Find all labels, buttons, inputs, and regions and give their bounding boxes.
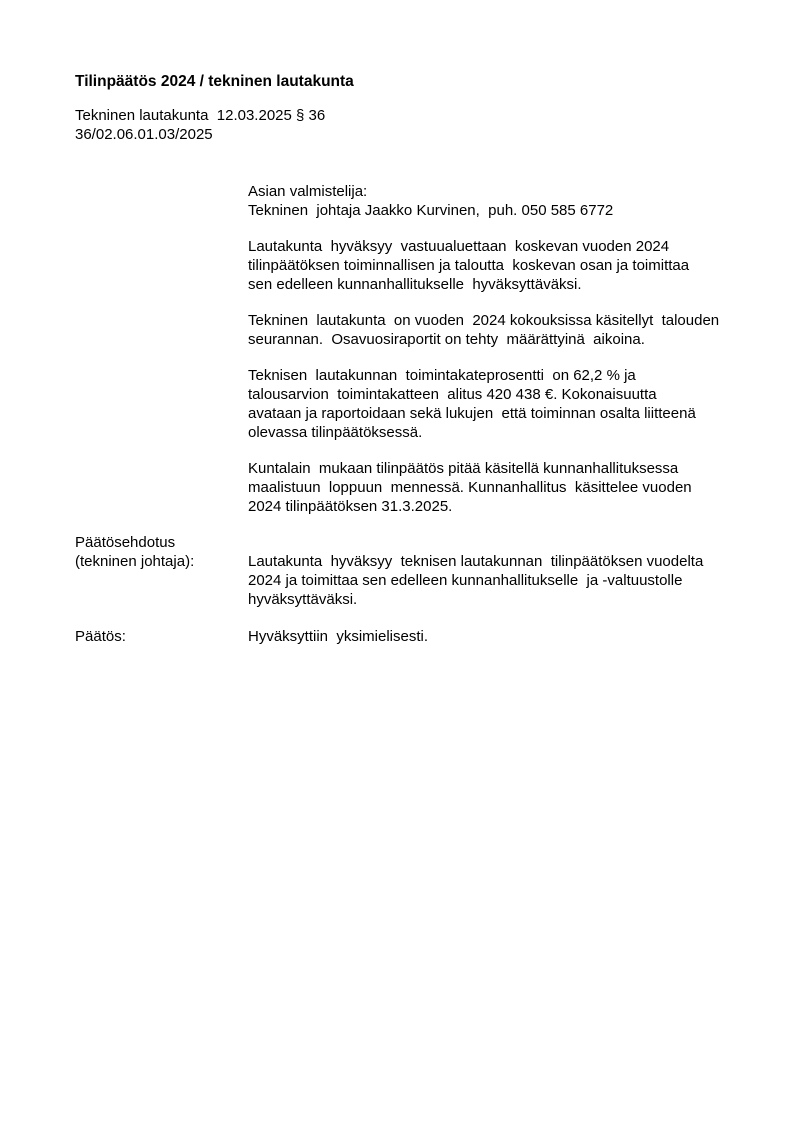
meta-block <box>75 106 755 144</box>
preparer-heading: Asian valmistelija: <box>248 183 368 200</box>
body-paragraph <box>248 459 755 516</box>
text-line: 2024 ja toimittaa sen edelleen kunnanhallitukselle ja -valtuustolle <box>248 572 683 589</box>
text-line: maalistuun loppuun mennessä. Kunnanhallitus käsittelee vuoden <box>248 479 692 496</box>
preparer-contact: Tekninen johtaja Jaakko Kurvinen, puh. 050 585 6772 <box>248 202 614 219</box>
text-line: olevassa tilinpäätöksessä. <box>248 424 423 441</box>
body-section <box>75 182 755 516</box>
text-line: seurannan. Osavuosiraportit on tehty määrättyinä aikoina. <box>248 331 645 348</box>
decision-proposal-section <box>75 533 755 609</box>
proposal-label: Päätösehdotus <box>75 534 176 551</box>
preparer-block <box>248 182 755 220</box>
decision-section <box>75 627 755 646</box>
proposal-label-block <box>75 533 248 571</box>
text-line: Teknisen lautakunnan toimintakateprosentti on 62,2 % ja <box>248 367 636 384</box>
body-paragraph <box>248 366 755 442</box>
text-line: avataan ja raportoidaan sekä lukujen että toiminnan osalta liitteenä <box>248 405 696 422</box>
proposal-text-block <box>248 533 755 609</box>
text-line: tilinpäätöksen toiminnallisen ja taloutta koskevan osan ja toimittaa <box>248 257 690 274</box>
document-content <box>75 72 755 646</box>
body-paragraph <box>248 237 755 294</box>
decision-label: Päätös: <box>75 628 126 645</box>
body-text-column <box>248 182 755 516</box>
text-line: hyväksyttäväksi. <box>248 591 358 608</box>
meta-diary-number-line: 36/02.06.01.03/2025 <box>75 126 213 143</box>
text-line: Kuntalain mukaan tilinpäätös pitää käsitellä kunnanhallituksessa <box>248 460 679 477</box>
text-line: Lautakunta hyväksyy teknisen lautakunnan tilinpäätöksen vuodelta <box>248 553 704 570</box>
text-line: 2024 tilinpäätöksen 31.3.2025. <box>248 498 453 515</box>
decision-label-block <box>75 627 248 646</box>
meta-committee-date-line: Tekninen lautakunta 12.03.2025 § 36 <box>75 107 326 124</box>
text-line: Lautakunta hyväksyy vastuualuettaan koskevan vuoden 2024 <box>248 238 670 255</box>
text-line: sen edelleen kunnanhallitukselle hyväksyttäväksi. <box>248 276 582 293</box>
decision-text: Hyväksyttiin yksimielisesti. <box>248 628 429 645</box>
text-line: Tekninen lautakunta on vuoden 2024 kokouksissa käsitellyt talouden <box>248 312 720 329</box>
text-line: talousarvion toimintakatteen alitus 420 438 €. Kokonaisuutta <box>248 386 657 403</box>
proposal-label-role: (tekninen johtaja): <box>75 553 195 570</box>
decision-text-block <box>248 627 755 646</box>
document-title: Tilinpäätös 2024 / tekninen lautakunta <box>75 73 354 90</box>
body-paragraph <box>248 311 755 349</box>
